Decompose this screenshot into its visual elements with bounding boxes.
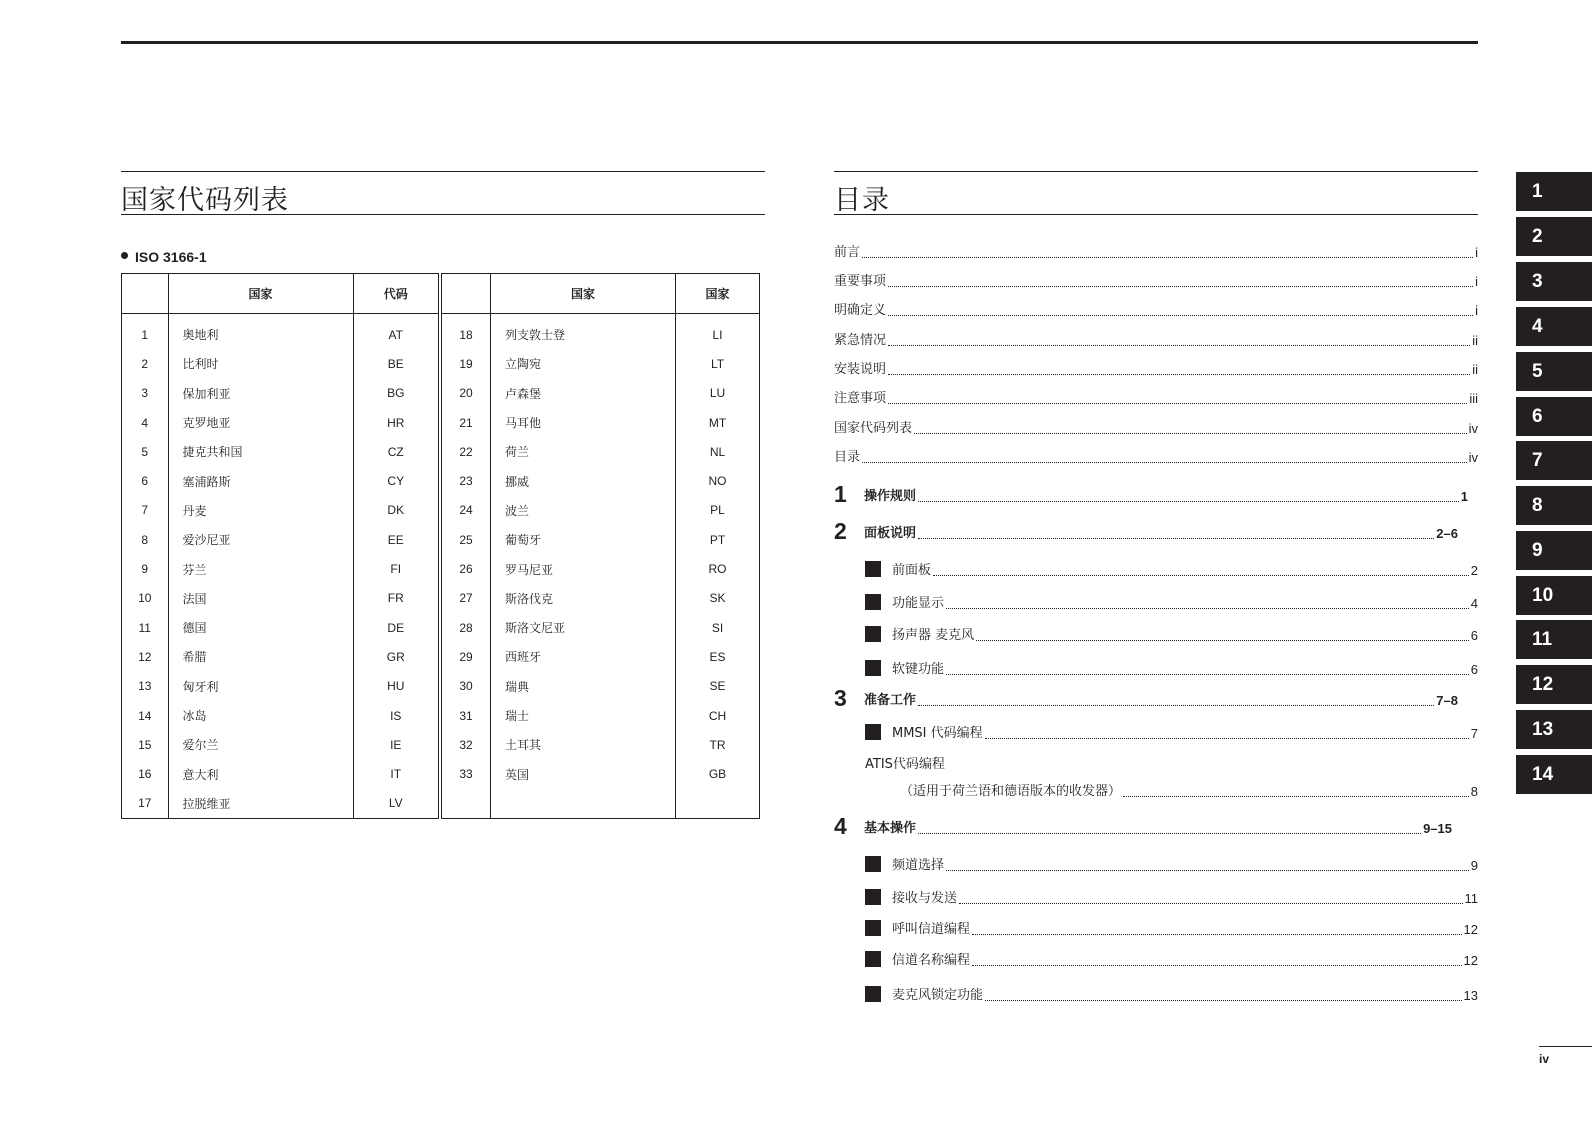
row-number: 25 bbox=[440, 525, 491, 554]
row-number: 5 bbox=[141, 444, 149, 459]
country-name: 斯洛伐克 bbox=[491, 584, 676, 613]
country-code: SK bbox=[676, 584, 760, 613]
toc-page: 9 bbox=[1470, 858, 1478, 873]
toc-page: iii bbox=[1469, 391, 1478, 406]
chapter-tab-12[interactable]: 12 bbox=[1516, 665, 1592, 704]
header-code-2: 国家 bbox=[676, 274, 760, 314]
toc-label: 国家代码列表 bbox=[834, 421, 913, 436]
chapter-number: 2 bbox=[834, 518, 847, 544]
row-number: 28 bbox=[440, 613, 491, 642]
section-header bbox=[834, 171, 1478, 215]
row-number: 30 bbox=[440, 672, 491, 701]
country-code-table bbox=[121, 273, 760, 819]
country-code: HR bbox=[353, 408, 440, 437]
country-code: CY bbox=[353, 466, 440, 495]
toc-page: 1 bbox=[1460, 489, 1468, 504]
country-code: IE bbox=[353, 730, 440, 759]
toc-entry bbox=[865, 594, 1478, 612]
toc-label: 注意事项 bbox=[834, 391, 887, 406]
dot-leader bbox=[972, 965, 1462, 966]
chapter-tab-3[interactable]: 3 bbox=[1516, 262, 1592, 301]
country-code: LI bbox=[676, 314, 760, 350]
country-name bbox=[491, 789, 676, 819]
contents-title: 目录 bbox=[834, 185, 890, 216]
country-code: TR bbox=[676, 730, 760, 759]
row-number: 12 bbox=[138, 649, 152, 664]
country-code: PL bbox=[676, 496, 760, 525]
toc-page: 6 bbox=[1470, 662, 1478, 677]
toc-entry bbox=[834, 303, 1478, 319]
country-code: GR bbox=[353, 642, 440, 671]
toc-page: 13 bbox=[1463, 988, 1478, 1003]
country-code: GB bbox=[676, 759, 760, 788]
dot-leader bbox=[888, 403, 1467, 404]
toc-entry bbox=[834, 687, 1458, 709]
country-name: 葡萄牙 bbox=[491, 525, 676, 554]
toc-page: 4 bbox=[1470, 596, 1478, 611]
toc-label: 明确定义 bbox=[834, 303, 887, 318]
toc-page: 7–8 bbox=[1436, 693, 1458, 708]
page-number-rule bbox=[1539, 1046, 1592, 1047]
row-number: 2 bbox=[141, 356, 149, 371]
square-bullet-icon bbox=[865, 986, 881, 1002]
dot-leader bbox=[976, 640, 1469, 641]
dot-leader bbox=[946, 608, 1469, 609]
toc-page: 12 bbox=[1463, 953, 1478, 968]
country-code: BG bbox=[353, 379, 440, 408]
square-bullet-icon bbox=[865, 594, 881, 610]
toc-entry bbox=[834, 421, 1478, 437]
chapter-tab-5[interactable]: 5 bbox=[1516, 352, 1592, 391]
square-bullet-icon bbox=[865, 724, 881, 740]
table-row bbox=[122, 408, 760, 437]
header-num-1 bbox=[122, 274, 169, 314]
toc-page: iv bbox=[1468, 421, 1478, 436]
country-code: IS bbox=[353, 701, 440, 730]
header-country-1: 国家 bbox=[168, 274, 353, 314]
country-name: 拉脱维亚 bbox=[168, 789, 353, 819]
table-row bbox=[122, 759, 760, 788]
row-number: 31 bbox=[440, 701, 491, 730]
table-row bbox=[122, 789, 760, 819]
dot-leader bbox=[918, 538, 1434, 539]
country-name: 匈牙利 bbox=[168, 672, 353, 701]
row-number: 16 bbox=[138, 767, 152, 782]
toc-entry bbox=[865, 986, 1478, 1004]
table-row bbox=[122, 525, 760, 554]
chapter-tab-13[interactable]: 13 bbox=[1516, 710, 1592, 749]
iso-label bbox=[121, 249, 207, 265]
top-rule bbox=[121, 41, 1478, 44]
country-name: 爱沙尼亚 bbox=[168, 525, 353, 554]
dot-leader bbox=[933, 575, 1469, 576]
dot-leader bbox=[888, 374, 1470, 375]
square-bullet-icon bbox=[865, 660, 881, 676]
dot-leader bbox=[862, 257, 1473, 258]
country-name: 斯洛文尼亚 bbox=[491, 613, 676, 642]
chapter-number: 1 bbox=[834, 481, 847, 507]
row-number: 13 bbox=[138, 679, 152, 694]
dot-leader bbox=[985, 738, 1469, 739]
toc-page: iv bbox=[1468, 450, 1478, 465]
toc-entry bbox=[834, 483, 1468, 505]
toc-label: 操作规则 bbox=[864, 489, 917, 504]
row-number: 26 bbox=[440, 554, 491, 583]
row-number: 18 bbox=[440, 314, 491, 350]
row-number bbox=[440, 789, 491, 819]
country-name: 瑞士 bbox=[491, 701, 676, 730]
country-name: 英国 bbox=[491, 759, 676, 788]
country-name: 希腊 bbox=[168, 642, 353, 671]
table-row bbox=[122, 437, 760, 466]
country-code: BE bbox=[353, 349, 440, 378]
toc-entry bbox=[865, 951, 1478, 969]
country-code-section bbox=[121, 171, 765, 811]
country-code: HU bbox=[353, 672, 440, 701]
dot-leader bbox=[946, 674, 1469, 675]
row-number: 7 bbox=[141, 503, 149, 518]
dot-leader bbox=[946, 870, 1469, 871]
bullet-icon bbox=[121, 252, 128, 259]
country-name: 捷克共和国 bbox=[168, 437, 353, 466]
toc-label: 前面板 bbox=[892, 563, 932, 578]
chapter-tab-4[interactable]: 4 bbox=[1516, 307, 1592, 346]
toc-page: 2 bbox=[1470, 563, 1478, 578]
chapter-tab-14[interactable]: 14 bbox=[1516, 755, 1592, 794]
table-row bbox=[122, 496, 760, 525]
country-code: NO bbox=[676, 466, 760, 495]
country-code: CH bbox=[676, 701, 760, 730]
header-country-2: 国家 bbox=[491, 274, 676, 314]
square-bullet-icon bbox=[865, 889, 881, 905]
country-code: SE bbox=[676, 672, 760, 701]
row-number: 8 bbox=[141, 532, 149, 547]
row-number: 17 bbox=[138, 796, 152, 811]
toc-label: 功能显示 bbox=[892, 596, 945, 611]
country-code: LU bbox=[676, 379, 760, 408]
chapter-tab-9[interactable]: 9 bbox=[1516, 531, 1592, 570]
chapter-tab-7[interactable]: 7 bbox=[1516, 441, 1592, 480]
toc-page: i bbox=[1475, 303, 1478, 318]
toc-entry bbox=[834, 520, 1458, 542]
toc-page: 8 bbox=[1470, 784, 1478, 799]
country-code: IT bbox=[353, 759, 440, 788]
chapter-tab-8[interactable]: 8 bbox=[1516, 486, 1592, 525]
country-name: 马耳他 bbox=[491, 408, 676, 437]
row-number: 11 bbox=[138, 620, 151, 635]
toc-page: ii bbox=[1472, 362, 1478, 377]
toc-label: 基本操作 bbox=[864, 821, 917, 836]
country-code: PT bbox=[676, 525, 760, 554]
country-code: CZ bbox=[353, 437, 440, 466]
toc-label: 安装说明 bbox=[834, 362, 887, 377]
row-number: 29 bbox=[440, 642, 491, 671]
table-row bbox=[122, 314, 760, 350]
toc-entry bbox=[865, 757, 1478, 773]
square-bullet-icon bbox=[865, 856, 881, 872]
row-number: 15 bbox=[138, 737, 152, 752]
country-name: 瑞典 bbox=[491, 672, 676, 701]
toc-label: 呼叫信道编程 bbox=[892, 922, 971, 937]
row-number: 1 bbox=[141, 327, 149, 342]
dot-leader bbox=[918, 705, 1434, 706]
table-row bbox=[122, 349, 760, 378]
table-row bbox=[122, 642, 760, 671]
chapter-tab-11[interactable]: 11 bbox=[1516, 620, 1592, 659]
toc-entry bbox=[834, 245, 1478, 261]
row-number: 4 bbox=[141, 415, 149, 430]
toc-entry bbox=[834, 274, 1478, 290]
header-code-1: 代码 bbox=[353, 274, 440, 314]
dot-leader bbox=[1123, 796, 1469, 797]
country-name: 荷兰 bbox=[491, 437, 676, 466]
country-code: RO bbox=[676, 554, 760, 583]
toc-page: 12 bbox=[1463, 922, 1478, 937]
table-header-row bbox=[122, 274, 760, 314]
dot-leader bbox=[985, 1000, 1462, 1001]
toc-entry bbox=[834, 391, 1478, 407]
toc-label: （适用于荷兰语和德语版本的收发器） bbox=[900, 784, 1122, 799]
row-number: 22 bbox=[440, 437, 491, 466]
toc-label: 面板说明 bbox=[864, 526, 917, 541]
toc-page: 7 bbox=[1470, 726, 1478, 741]
section-header bbox=[121, 171, 765, 215]
toc-entry bbox=[865, 889, 1478, 907]
toc-entry bbox=[865, 561, 1478, 579]
row-number: 10 bbox=[138, 591, 152, 606]
country-code: DK bbox=[353, 496, 440, 525]
country-name: 西班牙 bbox=[491, 642, 676, 671]
chapter-tab-10[interactable]: 10 bbox=[1516, 576, 1592, 615]
toc-label: ATIS代码编程 bbox=[865, 757, 945, 772]
table-row bbox=[122, 672, 760, 701]
country-name: 塞浦路斯 bbox=[168, 466, 353, 495]
toc-entry bbox=[834, 333, 1478, 349]
toc-entry bbox=[892, 784, 1478, 800]
toc-label: 扬声器 麦克风 bbox=[892, 628, 975, 643]
toc-page: i bbox=[1475, 274, 1478, 289]
toc-entry bbox=[865, 856, 1478, 874]
table-row bbox=[122, 730, 760, 759]
header-num-2 bbox=[440, 274, 491, 314]
table-row bbox=[122, 613, 760, 642]
row-number: 24 bbox=[440, 496, 491, 525]
chapter-tab-2[interactable]: 2 bbox=[1516, 217, 1592, 256]
toc-label: 前言 bbox=[834, 245, 861, 260]
country-name: 保加利亚 bbox=[168, 379, 353, 408]
country-code: NL bbox=[676, 437, 760, 466]
toc-entry bbox=[865, 660, 1478, 678]
row-number: 3 bbox=[141, 386, 149, 401]
country-code bbox=[676, 789, 760, 819]
page-title: 国家代码列表 bbox=[121, 185, 289, 216]
toc-entry bbox=[834, 815, 1452, 837]
country-name: 土耳其 bbox=[491, 730, 676, 759]
country-code: LV bbox=[353, 789, 440, 819]
country-name: 卢森堡 bbox=[491, 379, 676, 408]
page-number: iv bbox=[1539, 1052, 1550, 1066]
country-name: 爱尔兰 bbox=[168, 730, 353, 759]
toc-page: 6 bbox=[1470, 628, 1478, 643]
row-number: 33 bbox=[440, 759, 491, 788]
country-name: 波兰 bbox=[491, 496, 676, 525]
toc-entry bbox=[834, 362, 1478, 378]
country-name: 德国 bbox=[168, 613, 353, 642]
chapter-number: 4 bbox=[834, 813, 847, 839]
square-bullet-icon bbox=[865, 626, 881, 642]
toc-entry bbox=[865, 626, 1478, 644]
contents-section bbox=[834, 171, 1478, 215]
dot-leader bbox=[914, 433, 1467, 434]
country-code: FR bbox=[353, 584, 440, 613]
iso-label-text: ISO 3166-1 bbox=[135, 249, 207, 265]
dot-leader bbox=[888, 345, 1470, 346]
toc-label: 信道名称编程 bbox=[892, 953, 971, 968]
toc-label: 紧急情况 bbox=[834, 333, 887, 348]
country-name: 冰岛 bbox=[168, 701, 353, 730]
toc-page: 2–6 bbox=[1436, 526, 1458, 541]
toc-page: ii bbox=[1472, 333, 1478, 348]
dot-leader bbox=[972, 934, 1462, 935]
table-row bbox=[122, 554, 760, 583]
country-code: SI bbox=[676, 613, 760, 642]
toc-label: 重要事项 bbox=[834, 274, 887, 289]
country-name: 芬兰 bbox=[168, 554, 353, 583]
country-name: 奥地利 bbox=[168, 314, 353, 350]
row-number: 21 bbox=[440, 408, 491, 437]
country-name: 比利时 bbox=[168, 349, 353, 378]
row-number: 19 bbox=[440, 349, 491, 378]
country-name: 意大利 bbox=[168, 759, 353, 788]
dot-leader bbox=[918, 501, 1459, 502]
toc-label: 频道选择 bbox=[892, 858, 945, 873]
toc-label: MMSI 代码编程 bbox=[892, 726, 983, 741]
row-number: 20 bbox=[440, 379, 491, 408]
toc-page: 9–15 bbox=[1423, 821, 1452, 836]
toc-entry bbox=[834, 450, 1478, 466]
toc-label: 目录 bbox=[834, 450, 861, 465]
country-code: LT bbox=[676, 349, 760, 378]
country-name: 列支敦士登 bbox=[491, 314, 676, 350]
dot-leader bbox=[918, 833, 1421, 834]
square-bullet-icon bbox=[865, 920, 881, 936]
toc-label: 接收与发送 bbox=[892, 891, 958, 906]
toc-page: 11 bbox=[1464, 891, 1478, 906]
chapter-number: 3 bbox=[834, 685, 847, 711]
table-body bbox=[122, 314, 760, 819]
square-bullet-icon bbox=[865, 951, 881, 967]
toc-label: 麦克风锁定功能 bbox=[892, 988, 984, 1003]
row-number: 27 bbox=[440, 584, 491, 613]
table-row bbox=[122, 584, 760, 613]
country-code: EE bbox=[353, 525, 440, 554]
dot-leader bbox=[888, 286, 1473, 287]
row-number: 14 bbox=[138, 708, 152, 723]
country-name: 罗马尼亚 bbox=[491, 554, 676, 583]
row-number: 23 bbox=[440, 466, 491, 495]
dot-leader bbox=[959, 903, 1462, 904]
dot-leader bbox=[862, 462, 1467, 463]
country-code: DE bbox=[353, 613, 440, 642]
chapter-tab-6[interactable]: 6 bbox=[1516, 397, 1592, 436]
row-number: 9 bbox=[141, 562, 149, 577]
table-row bbox=[122, 701, 760, 730]
country-code: FI bbox=[353, 554, 440, 583]
toc-page: i bbox=[1475, 245, 1478, 260]
country-name: 法国 bbox=[168, 584, 353, 613]
country-name: 挪威 bbox=[491, 466, 676, 495]
toc-label: 准备工作 bbox=[864, 693, 917, 708]
square-bullet-icon bbox=[865, 561, 881, 577]
row-number: 6 bbox=[141, 474, 149, 489]
country-code: ES bbox=[676, 642, 760, 671]
dot-leader bbox=[888, 315, 1473, 316]
toc-entry bbox=[865, 724, 1478, 742]
country-code: AT bbox=[353, 314, 440, 350]
country-code: MT bbox=[676, 408, 760, 437]
chapter-tab-1[interactable]: 1 bbox=[1516, 172, 1592, 211]
country-name: 克罗地亚 bbox=[168, 408, 353, 437]
toc-label: 软键功能 bbox=[892, 662, 945, 677]
toc-entry bbox=[865, 920, 1478, 938]
country-name: 丹麦 bbox=[168, 496, 353, 525]
table-row bbox=[122, 379, 760, 408]
country-name: 立陶宛 bbox=[491, 349, 676, 378]
table-row bbox=[122, 466, 760, 495]
row-number: 32 bbox=[440, 730, 491, 759]
